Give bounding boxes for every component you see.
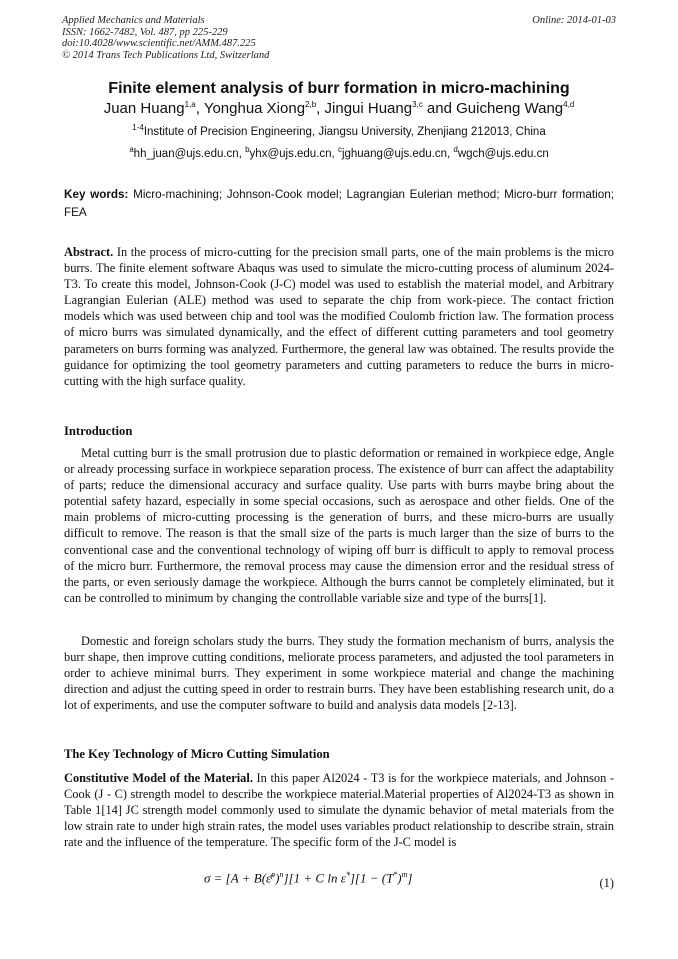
issn-line: ISSN: 1662-7482, Vol. 487, pp 225-229 xyxy=(62,26,228,38)
separator: , xyxy=(446,148,454,160)
author-sup: 4,d xyxy=(563,100,575,109)
journal-header xyxy=(62,15,616,61)
author-name: Jingui Huang xyxy=(324,100,413,117)
keywords xyxy=(64,186,614,222)
email-link[interactable]: jghuang@ujs.edu.cn xyxy=(341,148,447,160)
section-paragraph xyxy=(64,770,614,850)
author-sup: 2,b xyxy=(305,100,317,109)
email-link[interactable]: yhx@ujs.edu.cn xyxy=(249,148,332,160)
email-list xyxy=(0,145,678,160)
section-heading: The Key Technology of Micro Cutting Simulation xyxy=(64,747,330,761)
online-date: Online: 2014-01-03 xyxy=(532,15,616,26)
separator: and xyxy=(422,100,457,117)
separator: , xyxy=(331,148,338,160)
email-sup: b xyxy=(245,145,250,155)
keywords-label: Key words: xyxy=(64,188,129,201)
copyright-line: © 2014 Trans Tech Publications Ltd, Switzerland xyxy=(62,49,270,61)
intro-heading: Introduction xyxy=(64,424,133,438)
subsection-text: In this paper Al2024 - T3 is for the workpiece materials, and Johnson - Cook (J - C) strength model to describe the workpiece material.Material properties of Al2024-T3 as shown in Table 1[14] JC strength model commonly used to simulate the dynamic behavior of metal materials from the low strain rate to under high strain rates, the model uses variables product relationship to describe strain, strain rate and the influence of the temperature. The specific form of the J-C model is xyxy=(64,771,614,850)
doi-line: doi:10.4028/www.scientific.net/AMM.487.225 xyxy=(62,38,256,50)
author-list xyxy=(0,100,678,117)
jc-equation: σ = [A + B(ε̄$^p$)$^n$][1 + C ln ε̇*][1 − $(T^*)^m$] xyxy=(204,870,413,886)
equation-number: (1) xyxy=(599,876,614,890)
affiliation-sup: 1-4 xyxy=(132,123,144,133)
email-sup: c xyxy=(337,145,342,155)
intro-paragraph-2: Domestic and foreign scholars study the burrs. They study the formation mechanism of burrs, analysis the burr shape, then improve cutting conditions, meliorate process parameters, and adjusted the tool parameters in order to achieve minimal burrs. They experiment in some workpiece material and change the machining direction and adjust the cutting speed in order to restrain burrs. They have been establishing research unit, do a lot of experiments, and use the computer software to build and analysis data models [2-13]. xyxy=(64,634,614,713)
affiliation-text: Institute of Precision Engineering, Jiangsu University, Zhenjiang 212013, China xyxy=(143,126,546,138)
author-name: Yonghua Xiong xyxy=(203,100,306,117)
email-sup: d xyxy=(453,145,458,155)
keywords-text: Micro-machining; Johnson-Cook model; Lagrangian Eulerian method; Micro-burr formation; FEA xyxy=(64,188,614,219)
author-name: Guicheng Wang xyxy=(456,100,564,117)
abstract-text: In the process of micro-cutting for the precision small parts, one of the main problems is the micro burrs. The finite element software Abaqus was used to simulate the micro-cutting process of aluminum 2024-T3. To create this model, Johnson-Cook (J-C) model was used to establish the material model, and Arbitrary Lagrangian Eulerian (ALE) method was used to separate the chip from work-piece. The contact friction models which was used between chip and tool was the modified Coulomb friction law. The formation process of micro burrs was simulated dynamically, and the effect of different cutting parameters and tool geometry parameters on burrs forming was analyzed. Furthermore, the general law was obtained. The results provide the guidance for optimizing the tool geometry parameters and cutting parameters to reduce the burrs in micro-cutting with the high surface quality. xyxy=(64,245,614,388)
journal-name: Applied Mechanics and Materials xyxy=(62,15,205,26)
separator: , xyxy=(238,148,246,160)
intro-paragraph-1: Metal cutting burr is the small protrusion due to plastic deformation or remained in workpiece edge, Angle or already processing surface in workpiece separation process. The existence of burr can affect the adaptability of parts; reduce the dimensional accuracy and surface quality. Use parts with burrs maybe bring about the potential safety hazard, especially in some special occasions, such as aerospace and other fields. One of the main problems of micro-cutting processing is the generation of burrs, and these micro-burrs are usually difficult to remove. The reason is that the small size of the parts is much larger than the size of burrs to the conventional case and the conventional technology of wiping off burr is difficult to apply to removal process of the micro burr. Furthermore, the removal process may cause the dimension error and the residual stress of the parts, or even seriously damage the workpiece. Although the burrs cannot be completely eliminated, but it can be controlled to minimum by changing the controllable variable size and type of the burrs[1]. xyxy=(64,446,614,605)
email-sup: a xyxy=(129,145,134,155)
subsection-label: Constitutive Model of the Material. xyxy=(64,771,253,785)
separator: , xyxy=(316,100,325,117)
separator: , xyxy=(195,100,204,117)
paper-title: Finite element analysis of burr formation in micro-machining xyxy=(108,80,570,97)
author-name: Juan Huang xyxy=(103,100,185,117)
affiliation xyxy=(0,123,678,138)
email-link[interactable]: wgch@ujs.edu.cn xyxy=(457,148,549,160)
abstract xyxy=(64,244,614,389)
author-sup: 1,a xyxy=(184,100,196,109)
email-link[interactable]: hh_juan@ujs.edu.cn xyxy=(133,148,239,160)
author-sup: 3,c xyxy=(412,100,423,109)
abstract-label: Abstract. xyxy=(64,245,114,259)
